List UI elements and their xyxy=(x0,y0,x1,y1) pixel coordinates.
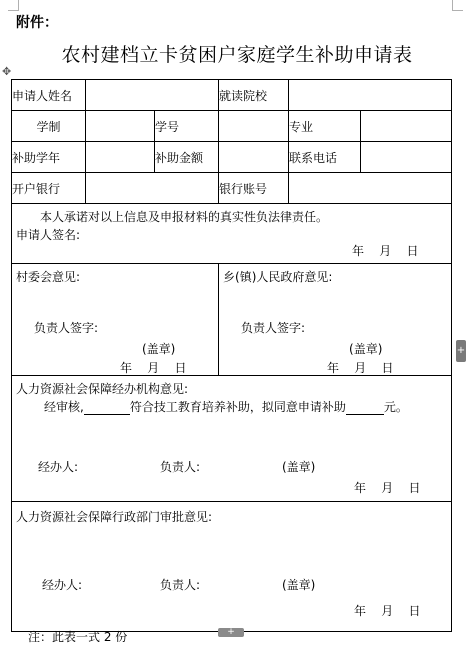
major-field[interactable] xyxy=(361,111,452,142)
commitment-text: 本人承诺对以上信息及申报材料的真实性负法律责任。 xyxy=(40,210,329,224)
hr-agency-handler-label: 经办人: xyxy=(38,460,79,474)
student-id-field[interactable] xyxy=(219,111,289,142)
hr-agency-seal: (盖章) xyxy=(282,460,316,474)
bank-field[interactable] xyxy=(86,173,219,204)
education-system-label: 学制 xyxy=(12,111,86,142)
review-prefix: 经审核, xyxy=(44,400,84,414)
table-move-handle-icon[interactable]: ✥ xyxy=(2,65,12,78)
school-label: 就读院校 xyxy=(219,80,289,111)
form-title: 农村建档立卡贫困户家庭学生补助申请表 xyxy=(61,44,413,66)
applicant-name-field[interactable] xyxy=(86,80,219,111)
applicant-name-label: 申请人姓名 xyxy=(12,80,86,111)
town-date: 年 月 日 xyxy=(327,361,394,375)
village-signature-label: 负责人签字: xyxy=(34,321,99,335)
hr-dept-date: 年 月 日 xyxy=(354,604,421,618)
review-suffix: 元。 xyxy=(383,400,408,414)
hr-agency-section xyxy=(12,376,452,502)
subsidy-year-field[interactable] xyxy=(86,142,155,173)
hr-dept-seal: (盖章) xyxy=(282,578,316,592)
add-row-icon[interactable]: + xyxy=(218,628,244,637)
page-corner-mark xyxy=(452,0,463,11)
hr-dept-opinion-label: 人力资源社会保障行政部门审批意见: xyxy=(16,510,213,524)
major-label: 专业 xyxy=(289,111,361,142)
hr-dept-handler-label: 经办人: xyxy=(42,578,83,592)
town-seal: (盖章) xyxy=(349,342,383,356)
bank-label: 开户银行 xyxy=(12,173,86,204)
hr-agency-in-charge-label: 负责人: xyxy=(160,460,201,474)
review-sentence xyxy=(44,398,408,415)
page-corner-mark xyxy=(8,0,19,11)
application-form-table xyxy=(11,79,452,632)
hr-dept-in-charge-label: 负责人: xyxy=(160,578,201,592)
attachment-label: 附件： xyxy=(16,15,58,31)
footnote: 注：此表一式 2 份 xyxy=(28,630,128,644)
subsidy-year-label: 补助学年 xyxy=(12,142,86,173)
bank-account-field[interactable] xyxy=(289,173,452,204)
village-seal: (盖章) xyxy=(142,342,176,356)
subsidy-amount-label: 补助金额 xyxy=(155,142,219,173)
school-field[interactable] xyxy=(289,80,452,111)
contact-phone-field[interactable] xyxy=(361,142,452,173)
hr-agency-date: 年 月 日 xyxy=(354,481,421,495)
review-amount-blank[interactable] xyxy=(346,402,384,415)
student-id-label: 学号 xyxy=(155,111,219,142)
hr-agency-opinion-label: 人力资源社会保障经办机构意见: xyxy=(16,382,189,396)
applicant-date: 年 月 日 xyxy=(352,244,419,258)
expand-tab-icon[interactable]: + xyxy=(456,340,466,362)
town-opinion-label: 乡(镇)人民政府意见: xyxy=(223,270,333,284)
village-opinion-section xyxy=(12,264,219,376)
village-date: 年 月 日 xyxy=(120,361,187,375)
contact-phone-label: 联系电话 xyxy=(289,142,361,173)
commitment-section xyxy=(12,204,452,264)
education-system-field[interactable] xyxy=(86,111,155,142)
applicant-signature-label: 申请人签名: xyxy=(16,228,81,242)
village-opinion-label: 村委会意见: xyxy=(16,270,81,284)
review-middle: 符合技工教育培养补助，拟同意申请补助 xyxy=(129,400,346,414)
town-opinion-section xyxy=(219,264,452,376)
subsidy-amount-field[interactable] xyxy=(219,142,289,173)
hr-dept-section xyxy=(12,502,452,632)
bank-account-label: 银行账号 xyxy=(219,173,289,204)
review-name-blank[interactable] xyxy=(84,402,130,415)
town-signature-label: 负责人签字: xyxy=(241,321,306,335)
